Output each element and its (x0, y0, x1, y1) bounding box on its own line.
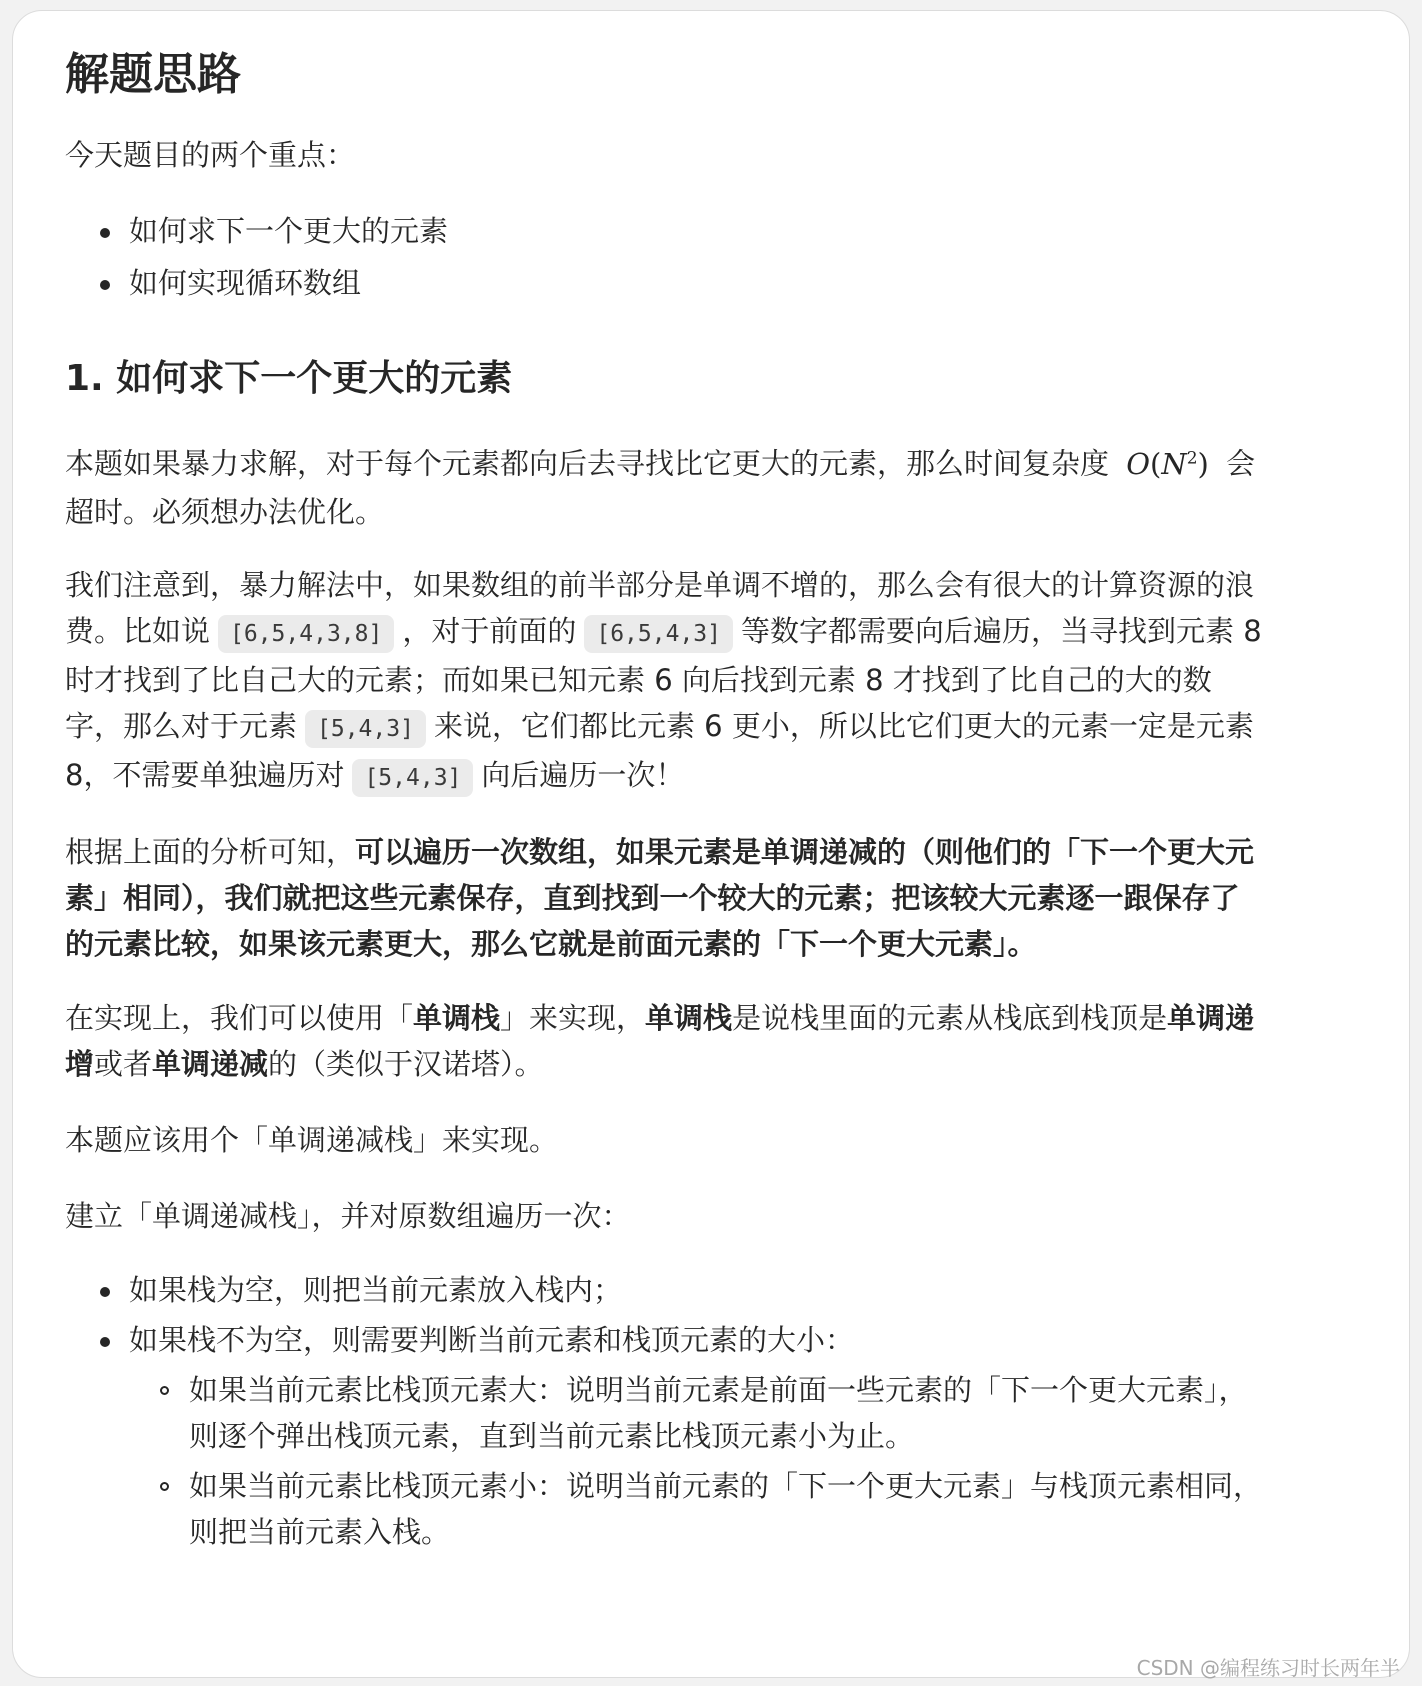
intro-paragraph: 今天题目的两个重点： (65, 138, 356, 172)
watermark: CSDN @编程练习时长两年半 (1136, 1656, 1400, 1680)
bold-text: 增 (65, 1046, 95, 1081)
formula-paren: ) (1197, 446, 1209, 481)
text: 8，不需要单独遍历对 (65, 757, 345, 792)
text: 本题如果暴力求解，对于每个元素都向后去寻找比它更大的元素，那么时间复杂度 (65, 446, 1110, 481)
text: 则逐个弹出栈顶元素，直到当前元素比栈顶元素小为止。 (189, 1418, 915, 1453)
text: 」来实现， (500, 1000, 646, 1035)
formula-var: N (1161, 446, 1187, 481)
text: 则把当前元素入栈。 (189, 1514, 451, 1549)
inline-code: [5,4,3] (352, 759, 473, 797)
text: 的（类似于汉诺塔）。 (268, 1046, 544, 1081)
article-card (12, 10, 1410, 1678)
formula-func: O (1126, 446, 1151, 481)
text: 我们注意到，暴力解法中，如果数组的前半部分是单调不增的，那么会有很大的计算资源的浪 (65, 567, 1255, 602)
text: 超时。必须想办法优化。 (65, 494, 385, 529)
bold-text: 单调栈 (413, 1000, 501, 1035)
bold-text: 素」相同），我们就把这些元素保存，直到找到一个较大的元素；把该较大元素逐一跟保存了 (65, 880, 1240, 915)
text: 等数字都需要向后遍历，当寻找到元素 8 (740, 613, 1262, 648)
text: 如果当前元素比栈顶元素大：说明当前元素是前面一些元素的「下一个更大元素」， (189, 1372, 1248, 1407)
inline-code: [6,5,4,3,8] (218, 615, 394, 653)
formula-exponent: 2 (1186, 448, 1198, 468)
text: 如果栈不为空，则需要判断当前元素和栈顶元素的大小： (129, 1322, 855, 1357)
bold-text: 的元素比较，如果该元素更大，那么它就是前面元素的「下一个更大元素」。 (65, 926, 1037, 961)
text: 如果当前元素比栈顶元素小：说明当前元素的「下一个更大元素」与栈顶元素相同， (189, 1468, 1263, 1503)
bold-text: 可以遍历一次数组，如果元素是单调递减的（则他们的「下一个更大元 (355, 834, 1255, 869)
page-title: 解题思路 (65, 49, 241, 100)
bold-text: 单调递 (1167, 1000, 1255, 1035)
sub-rules-list (125, 1367, 1359, 1555)
algorithm-intro-paragraph: 建立「单调递减栈」，并对原数组遍历一次： (65, 1198, 631, 1233)
text: 时才找到了比自己大的元素；而如果已知元素 6 向后找到元素 8 才找到了比自己的大的数 (65, 662, 1212, 697)
text: 向后遍历一次！ (481, 757, 685, 792)
inline-code: [5,4,3] (305, 710, 426, 748)
formula-paren: ( (1150, 446, 1162, 481)
text: 在实现上，我们可以使用「 (65, 1000, 414, 1035)
inline-code: [6,5,4,3] (584, 615, 733, 653)
text: 是说栈里面的元素从栈底到栈顶是 (732, 1000, 1168, 1035)
text: ，对于前面的 (402, 613, 577, 648)
focus-item: 如何求下一个更大的元素 (65, 206, 1359, 256)
text: 或者 (94, 1046, 153, 1081)
bold-text: 单调递减 (152, 1046, 269, 1081)
text: 字，那么对于元素 (65, 708, 298, 743)
text: 根据上面的分析可知， (65, 834, 356, 869)
focus-item: 如何实现循环数组 (65, 258, 1359, 308)
stack-type-paragraph: 本题应该用个「单调递减栈」来实现。 (65, 1122, 559, 1157)
text: 费。比如说 (65, 613, 211, 648)
rules-list (65, 1265, 1359, 1555)
sub-rule-item (125, 1463, 1359, 1555)
text: 会 (1226, 446, 1256, 481)
bold-text: 单调栈 (645, 1000, 733, 1035)
section-title: 1. 如何求下一个更大的元素 (65, 358, 513, 399)
focus-list (65, 206, 1359, 308)
complexity-formula (1126, 447, 1209, 481)
rule-item (65, 1315, 1359, 1555)
rule-item: 如果栈为空，则把当前元素放入栈内； (65, 1265, 1359, 1315)
monotonic-stack-paragraph (65, 995, 1359, 1087)
brute-force-paragraph (65, 434, 1359, 536)
observation-paragraph (65, 562, 1359, 801)
sub-rule-item (125, 1367, 1359, 1459)
analysis-paragraph (65, 829, 1359, 967)
text: 来说，它们都比元素 6 更小，所以比它们更大的元素一定是元素 (433, 708, 1254, 743)
